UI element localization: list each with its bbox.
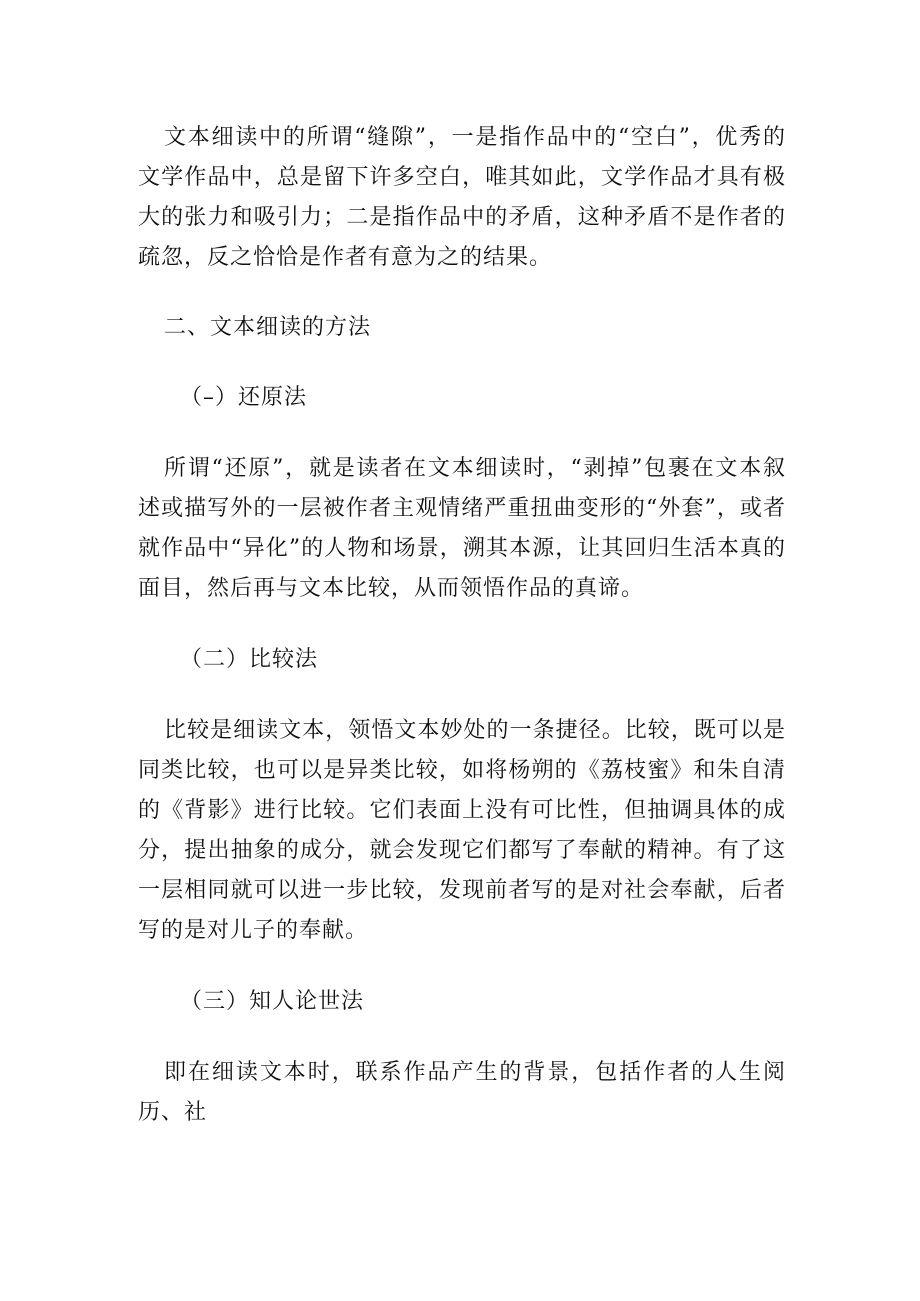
subheading-knowing-author: （三）知人论世法 (180, 989, 365, 1014)
paragraph-gap-definition: 文本细读中的所谓“缝隙”，一是指作品中的“空白”，优秀的文学作品中，总是留下许多空白，唯其如此，文学作品才具有极大的张力和吸引力；二是指作品中的矛盾，这种矛盾不是作者的疏忽，反之恰恰是作者有意为之的结果。 (138, 125, 786, 270)
subheading-comparison: （二）比较法 (180, 647, 319, 672)
section-heading-methods: 二、文本细读的方法 (164, 315, 372, 340)
paragraph-restoration: 所谓“还原”，就是读者在文本细读时，“剥掉”包裹在文本叙述或描写外的一层被作者主观情绪严重扭曲变形的“外套”，或者就作品中“异化”的人物和场景，溯其本源，让其回归生活本真的面目，然后再与文本比较，从而领悟作品的真谛。 (138, 456, 786, 601)
document-page (138, 118, 786, 1133)
subheading-restoration: （–）还原法 (180, 385, 308, 410)
paragraph-comparison: 比较是细读文本，领悟文本妙处的一条捷径。比较，既可以是同类比较，也可以是异类比较，如将杨朔的《荔枝蜜》和朱自清的《背影》进行比较。它们表面上没有可比性，但抽调具体的成分，提出抽象的成分，就会发现它们都写了奉献的精神。有了这一层相同就可以进一步比较，发现前者写的是对社会奉献，后者写的是对儿子的奉献。 (138, 718, 786, 943)
paragraph-knowing-author: 即在细读文本时，联系作品产生的背景，包括作者的人生阅历、社 (138, 1060, 786, 1125)
